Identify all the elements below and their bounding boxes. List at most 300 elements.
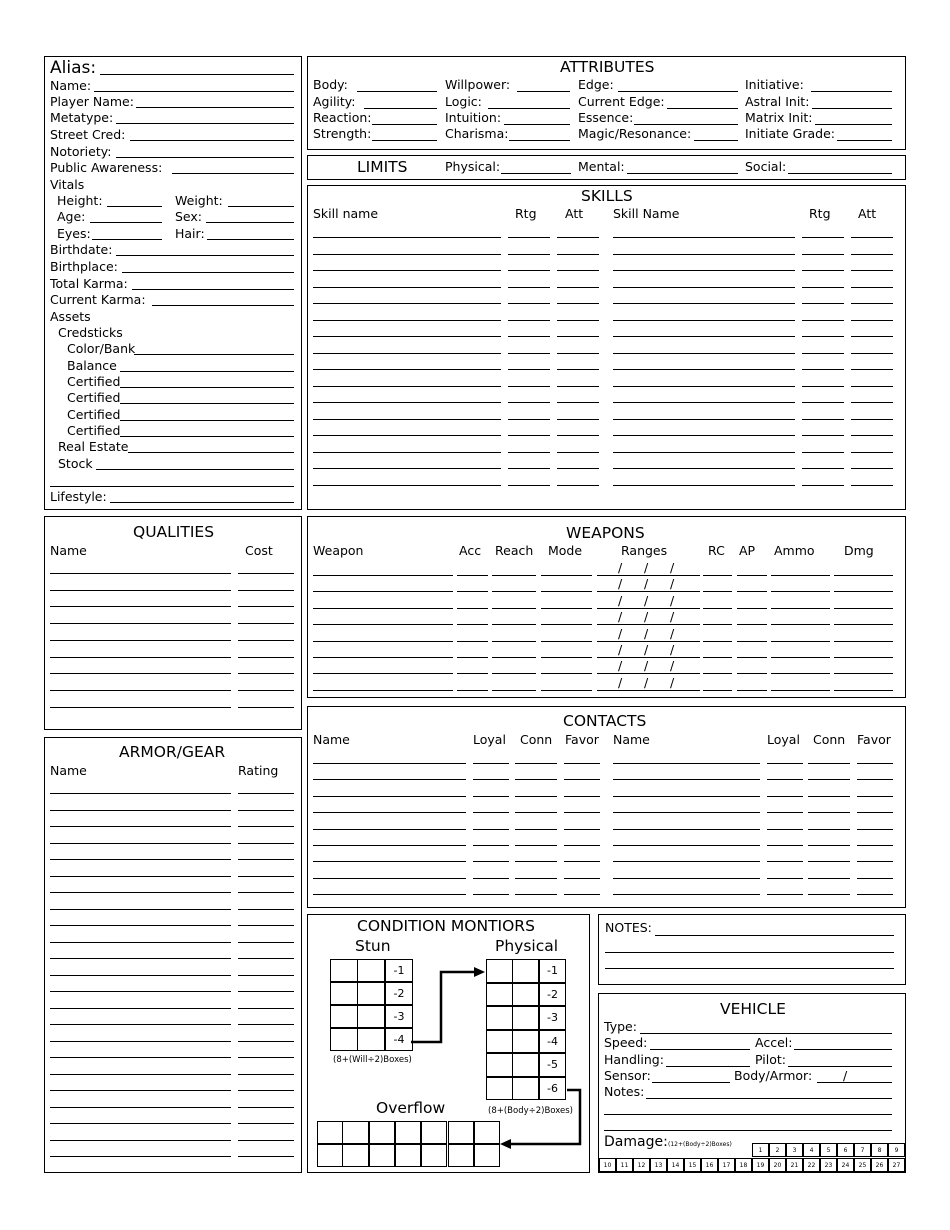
contact-entry-line[interactable]	[857, 878, 893, 879]
stock-field[interactable]	[96, 469, 294, 470]
quality-cost-line[interactable]	[238, 573, 294, 574]
skill-entry-line[interactable]	[802, 254, 844, 255]
skill-entry-line[interactable]	[851, 402, 893, 403]
contact-entry-line[interactable]	[515, 861, 557, 862]
damage-box[interactable]: 26	[871, 1158, 888, 1172]
contact-entry-line[interactable]	[313, 763, 466, 764]
certified-field[interactable]	[120, 403, 294, 404]
stun-box[interactable]: -2	[385, 982, 413, 1005]
attribute-field[interactable]	[504, 124, 570, 125]
weapon-entry-line[interactable]	[313, 608, 453, 609]
contact-entry-line[interactable]	[857, 763, 893, 764]
damage-box[interactable]: 16	[701, 1158, 718, 1172]
certified-field[interactable]	[120, 387, 294, 388]
weapon-entry-line[interactable]	[703, 575, 732, 576]
stun-box[interactable]	[330, 1005, 358, 1028]
skill-entry-line[interactable]	[557, 353, 599, 354]
skill-entry-line[interactable]	[851, 270, 893, 271]
weapon-entry-line[interactable]	[492, 690, 536, 691]
damage-box[interactable]: 22	[803, 1158, 820, 1172]
contact-entry-line[interactable]	[857, 845, 893, 846]
skill-entry-line[interactable]	[613, 303, 795, 304]
physical-box[interactable]	[486, 1053, 513, 1077]
skill-entry-line[interactable]	[613, 402, 795, 403]
quality-cost-line[interactable]	[238, 606, 294, 607]
skill-entry-line[interactable]	[802, 320, 844, 321]
weapon-entry-line[interactable]	[737, 641, 767, 642]
skill-entry-line[interactable]	[508, 254, 550, 255]
contact-entry-line[interactable]	[808, 796, 850, 797]
attribute-field[interactable]	[815, 124, 892, 125]
weapon-entry-line[interactable]	[313, 591, 453, 592]
skill-entry-line[interactable]	[851, 303, 893, 304]
gear-name-line[interactable]	[50, 876, 231, 877]
contact-entry-line[interactable]	[313, 845, 466, 846]
weapon-entry-line[interactable]	[541, 591, 592, 592]
weapon-entry-line[interactable]	[457, 657, 488, 658]
vehicle-body-armor-field[interactable]	[817, 1082, 892, 1083]
contact-entry-line[interactable]	[515, 812, 557, 813]
weapon-entry-line[interactable]	[737, 690, 767, 691]
attribute-field[interactable]	[372, 140, 437, 141]
damage-box[interactable]: 21	[786, 1158, 803, 1172]
public-awareness-field[interactable]	[172, 173, 294, 174]
damage-box[interactable]: 14	[667, 1158, 684, 1172]
skill-entry-line[interactable]	[557, 386, 599, 387]
skill-entry-line[interactable]	[851, 369, 893, 370]
weapon-ranges-line[interactable]	[597, 657, 700, 658]
contact-entry-line[interactable]	[613, 763, 760, 764]
vehicle-notes-field[interactable]	[646, 1098, 892, 1099]
stun-box[interactable]: -4	[385, 1028, 413, 1051]
weapon-entry-line[interactable]	[541, 690, 592, 691]
weapon-entry-line[interactable]	[771, 673, 830, 674]
physical-box[interactable]	[512, 959, 539, 983]
weapon-entry-line[interactable]	[457, 608, 488, 609]
stun-box[interactable]	[357, 1028, 385, 1051]
gear-name-line[interactable]	[50, 1024, 231, 1025]
gear-name-line[interactable]	[50, 793, 231, 794]
contact-entry-line[interactable]	[564, 829, 600, 830]
weapon-entry-line[interactable]	[492, 673, 536, 674]
gear-rating-line[interactable]	[238, 1041, 294, 1042]
contact-entry-line[interactable]	[473, 878, 509, 879]
gear-rating-line[interactable]	[238, 826, 294, 827]
vehicle-notes-field[interactable]	[604, 1130, 892, 1131]
skill-entry-line[interactable]	[613, 419, 795, 420]
skill-entry-line[interactable]	[313, 353, 501, 354]
damage-box[interactable]: 5	[820, 1143, 837, 1157]
skill-entry-line[interactable]	[851, 237, 893, 238]
contact-entry-line[interactable]	[767, 829, 803, 830]
lifestyle-field[interactable]	[110, 502, 294, 503]
weapon-entry-line[interactable]	[313, 641, 453, 642]
gear-name-line[interactable]	[50, 975, 231, 976]
gear-rating-line[interactable]	[238, 909, 294, 910]
contact-entry-line[interactable]	[808, 763, 850, 764]
quality-name-line[interactable]	[50, 640, 231, 641]
skill-entry-line[interactable]	[508, 452, 550, 453]
contact-entry-line[interactable]	[564, 894, 600, 895]
quality-name-line[interactable]	[50, 606, 231, 607]
weapon-entry-line[interactable]	[541, 608, 592, 609]
quality-cost-line[interactable]	[238, 707, 294, 708]
skill-entry-line[interactable]	[508, 485, 550, 486]
skill-entry-line[interactable]	[313, 336, 501, 337]
skill-entry-line[interactable]	[851, 435, 893, 436]
street-cred-field[interactable]	[130, 140, 294, 141]
contact-entry-line[interactable]	[473, 812, 509, 813]
contact-entry-line[interactable]	[857, 829, 893, 830]
weapon-entry-line[interactable]	[457, 624, 488, 625]
weapon-entry-line[interactable]	[737, 657, 767, 658]
skill-entry-line[interactable]	[557, 468, 599, 469]
damage-box[interactable]: 11	[616, 1158, 633, 1172]
weapon-entry-line[interactable]	[834, 591, 893, 592]
notes-line[interactable]	[655, 935, 894, 936]
weapon-entry-line[interactable]	[492, 657, 536, 658]
physical-box[interactable]	[486, 1077, 513, 1101]
skill-entry-line[interactable]	[802, 336, 844, 337]
skill-entry-line[interactable]	[508, 468, 550, 469]
skill-entry-line[interactable]	[557, 369, 599, 370]
weight-field[interactable]	[228, 206, 294, 207]
gear-name-line[interactable]	[50, 991, 231, 992]
gear-name-line[interactable]	[50, 826, 231, 827]
skill-entry-line[interactable]	[613, 386, 795, 387]
contact-entry-line[interactable]	[767, 796, 803, 797]
asset-extra-line[interactable]	[50, 486, 294, 487]
age-field[interactable]	[90, 222, 162, 223]
skill-entry-line[interactable]	[802, 485, 844, 486]
sex-field[interactable]	[206, 222, 294, 223]
vehicle-speed-field[interactable]	[650, 1049, 750, 1050]
notoriety-field[interactable]	[116, 157, 294, 158]
damage-box[interactable]: 4	[803, 1143, 820, 1157]
weapon-entry-line[interactable]	[703, 624, 732, 625]
contact-entry-line[interactable]	[473, 894, 509, 895]
skill-entry-line[interactable]	[508, 237, 550, 238]
real-estate-field[interactable]	[128, 452, 294, 453]
skill-entry-line[interactable]	[613, 353, 795, 354]
weapon-entry-line[interactable]	[737, 608, 767, 609]
gear-name-line[interactable]	[50, 1090, 231, 1091]
contact-entry-line[interactable]	[564, 779, 600, 780]
physical-box[interactable]: -2	[539, 983, 566, 1007]
skill-entry-line[interactable]	[802, 287, 844, 288]
physical-box[interactable]	[512, 1053, 539, 1077]
weapon-entry-line[interactable]	[771, 624, 830, 625]
color-bank-field[interactable]	[134, 354, 294, 355]
skill-entry-line[interactable]	[313, 435, 501, 436]
weapon-entry-line[interactable]	[703, 591, 732, 592]
skill-entry-line[interactable]	[802, 402, 844, 403]
skill-entry-line[interactable]	[508, 270, 550, 271]
contact-entry-line[interactable]	[767, 763, 803, 764]
physical-box[interactable]: -3	[539, 1006, 566, 1030]
skill-entry-line[interactable]	[313, 287, 501, 288]
weapon-entry-line[interactable]	[771, 608, 830, 609]
contact-entry-line[interactable]	[313, 894, 466, 895]
weapon-entry-line[interactable]	[313, 575, 453, 576]
skill-entry-line[interactable]	[851, 452, 893, 453]
weapon-entry-line[interactable]	[771, 657, 830, 658]
skill-entry-line[interactable]	[508, 303, 550, 304]
birthplace-field[interactable]	[122, 272, 294, 273]
gear-rating-line[interactable]	[238, 1140, 294, 1141]
overflow-box[interactable]	[369, 1121, 395, 1144]
damage-box[interactable]: 1	[752, 1143, 769, 1157]
hair-field[interactable]	[207, 239, 294, 240]
contact-entry-line[interactable]	[808, 894, 850, 895]
contact-entry-line[interactable]	[515, 796, 557, 797]
skill-entry-line[interactable]	[557, 435, 599, 436]
skill-entry-line[interactable]	[508, 353, 550, 354]
stun-box[interactable]	[357, 959, 385, 982]
weapon-ranges-line[interactable]	[597, 591, 700, 592]
overflow-box[interactable]	[474, 1121, 500, 1144]
contact-entry-line[interactable]	[857, 812, 893, 813]
contact-entry-line[interactable]	[808, 812, 850, 813]
weapon-entry-line[interactable]	[541, 673, 592, 674]
attribute-field[interactable]	[812, 108, 892, 109]
weapon-entry-line[interactable]	[492, 624, 536, 625]
gear-rating-line[interactable]	[238, 859, 294, 860]
damage-box[interactable]: 6	[837, 1143, 854, 1157]
physical-box[interactable]	[512, 1006, 539, 1030]
quality-cost-line[interactable]	[238, 623, 294, 624]
notes-line[interactable]	[605, 952, 894, 953]
overflow-box[interactable]	[474, 1144, 500, 1167]
limit-mental-field[interactable]	[627, 173, 738, 174]
gear-name-line[interactable]	[50, 958, 231, 959]
contact-entry-line[interactable]	[473, 779, 509, 780]
weapon-entry-line[interactable]	[737, 575, 767, 576]
physical-box[interactable]	[512, 983, 539, 1007]
weapon-entry-line[interactable]	[771, 690, 830, 691]
damage-box[interactable]: 23	[820, 1158, 837, 1172]
weapon-entry-line[interactable]	[834, 575, 893, 576]
skill-entry-line[interactable]	[802, 353, 844, 354]
weapon-entry-line[interactable]	[834, 641, 893, 642]
skill-entry-line[interactable]	[557, 485, 599, 486]
damage-box[interactable]: 2	[769, 1143, 786, 1157]
skill-entry-line[interactable]	[557, 452, 599, 453]
skill-entry-line[interactable]	[508, 435, 550, 436]
skill-entry-line[interactable]	[557, 303, 599, 304]
gear-rating-line[interactable]	[238, 810, 294, 811]
skill-entry-line[interactable]	[613, 468, 795, 469]
skill-entry-line[interactable]	[557, 419, 599, 420]
contact-entry-line[interactable]	[808, 779, 850, 780]
skill-entry-line[interactable]	[313, 485, 501, 486]
weapon-ranges-line[interactable]	[597, 673, 700, 674]
contact-entry-line[interactable]	[857, 796, 893, 797]
skill-entry-line[interactable]	[313, 402, 501, 403]
quality-name-line[interactable]	[50, 573, 231, 574]
skill-entry-line[interactable]	[313, 468, 501, 469]
height-field[interactable]	[107, 206, 162, 207]
weapon-entry-line[interactable]	[703, 657, 732, 658]
attribute-field[interactable]	[837, 140, 892, 141]
contact-entry-line[interactable]	[767, 812, 803, 813]
skill-entry-line[interactable]	[557, 254, 599, 255]
contact-entry-line[interactable]	[564, 861, 600, 862]
skill-entry-line[interactable]	[313, 452, 501, 453]
weapon-entry-line[interactable]	[313, 657, 453, 658]
skill-entry-line[interactable]	[851, 336, 893, 337]
contact-entry-line[interactable]	[613, 878, 760, 879]
damage-box[interactable]: 8	[871, 1143, 888, 1157]
overflow-box[interactable]	[342, 1121, 368, 1144]
total-karma-field[interactable]	[132, 289, 294, 290]
skill-entry-line[interactable]	[851, 386, 893, 387]
skill-entry-line[interactable]	[613, 336, 795, 337]
overflow-box[interactable]	[421, 1144, 447, 1167]
contact-entry-line[interactable]	[473, 796, 509, 797]
quality-cost-line[interactable]	[238, 673, 294, 674]
overflow-box[interactable]	[421, 1121, 447, 1144]
gear-name-line[interactable]	[50, 1140, 231, 1141]
skill-entry-line[interactable]	[613, 452, 795, 453]
gear-name-line[interactable]	[50, 1057, 231, 1058]
notes-line[interactable]	[605, 968, 894, 969]
contact-entry-line[interactable]	[473, 763, 509, 764]
contact-entry-line[interactable]	[767, 845, 803, 846]
damage-box[interactable]: 18	[735, 1158, 752, 1172]
current-karma-field[interactable]	[152, 305, 294, 306]
contact-entry-line[interactable]	[473, 829, 509, 830]
gear-rating-line[interactable]	[238, 975, 294, 976]
attribute-field[interactable]	[509, 140, 570, 141]
damage-box[interactable]: 3	[786, 1143, 803, 1157]
skill-entry-line[interactable]	[613, 287, 795, 288]
skill-entry-line[interactable]	[851, 485, 893, 486]
skill-entry-line[interactable]	[508, 419, 550, 420]
skill-entry-line[interactable]	[613, 369, 795, 370]
gear-rating-line[interactable]	[238, 843, 294, 844]
skill-entry-line[interactable]	[508, 402, 550, 403]
gear-rating-line[interactable]	[238, 1156, 294, 1157]
skill-entry-line[interactable]	[802, 435, 844, 436]
gear-rating-line[interactable]	[238, 876, 294, 877]
physical-box[interactable]	[486, 983, 513, 1007]
skill-entry-line[interactable]	[851, 419, 893, 420]
limit-social-field[interactable]	[788, 173, 892, 174]
gear-name-line[interactable]	[50, 925, 231, 926]
skill-entry-line[interactable]	[851, 254, 893, 255]
weapon-entry-line[interactable]	[313, 624, 453, 625]
gear-rating-line[interactable]	[238, 1008, 294, 1009]
skill-entry-line[interactable]	[802, 386, 844, 387]
weapon-entry-line[interactable]	[703, 673, 732, 674]
stun-box[interactable]	[330, 1028, 358, 1051]
skill-entry-line[interactable]	[313, 303, 501, 304]
weapon-entry-line[interactable]	[457, 673, 488, 674]
skill-entry-line[interactable]	[802, 303, 844, 304]
skill-entry-line[interactable]	[613, 237, 795, 238]
contact-entry-line[interactable]	[808, 829, 850, 830]
vehicle-accel-field[interactable]	[794, 1049, 892, 1050]
overflow-box[interactable]	[448, 1121, 474, 1144]
skill-entry-line[interactable]	[557, 237, 599, 238]
contact-entry-line[interactable]	[613, 796, 760, 797]
contact-entry-line[interactable]	[613, 829, 760, 830]
skill-entry-line[interactable]	[613, 435, 795, 436]
gear-name-line[interactable]	[50, 859, 231, 860]
gear-name-line[interactable]	[50, 1041, 231, 1042]
gear-name-line[interactable]	[50, 1008, 231, 1009]
gear-name-line[interactable]	[50, 1107, 231, 1108]
attribute-field[interactable]	[618, 91, 738, 92]
weapon-entry-line[interactable]	[834, 657, 893, 658]
stun-box[interactable]: -3	[385, 1005, 413, 1028]
damage-box[interactable]: 9	[888, 1143, 905, 1157]
weapon-entry-line[interactable]	[834, 673, 893, 674]
weapon-entry-line[interactable]	[492, 591, 536, 592]
physical-box[interactable]	[486, 959, 513, 983]
skill-entry-line[interactable]	[613, 254, 795, 255]
gear-rating-line[interactable]	[238, 925, 294, 926]
certified-field[interactable]	[120, 420, 294, 421]
quality-name-line[interactable]	[50, 623, 231, 624]
weapon-ranges-line[interactable]	[597, 575, 700, 576]
contact-entry-line[interactable]	[613, 779, 760, 780]
physical-box[interactable]: -5	[539, 1053, 566, 1077]
contact-entry-line[interactable]	[313, 829, 466, 830]
weapon-entry-line[interactable]	[834, 690, 893, 691]
attribute-field[interactable]	[667, 108, 738, 109]
contact-entry-line[interactable]	[515, 878, 557, 879]
skill-entry-line[interactable]	[508, 336, 550, 337]
skill-entry-line[interactable]	[851, 320, 893, 321]
damage-box[interactable]: 12	[633, 1158, 650, 1172]
damage-box[interactable]: 7	[854, 1143, 871, 1157]
contact-entry-line[interactable]	[808, 861, 850, 862]
damage-box[interactable]: 13	[650, 1158, 667, 1172]
skill-entry-line[interactable]	[508, 369, 550, 370]
weapon-ranges-line[interactable]	[597, 641, 700, 642]
overflow-box[interactable]	[342, 1144, 368, 1167]
skill-entry-line[interactable]	[802, 369, 844, 370]
vehicle-notes-field[interactable]	[604, 1114, 892, 1115]
weapon-ranges-line[interactable]	[597, 624, 700, 625]
weapon-entry-line[interactable]	[737, 591, 767, 592]
attribute-field[interactable]	[357, 91, 437, 92]
weapon-entry-line[interactable]	[457, 641, 488, 642]
overflow-box[interactable]	[395, 1121, 421, 1144]
skill-entry-line[interactable]	[313, 386, 501, 387]
contact-entry-line[interactable]	[564, 878, 600, 879]
attribute-field[interactable]	[488, 108, 570, 109]
gear-rating-line[interactable]	[238, 1090, 294, 1091]
gear-rating-line[interactable]	[238, 942, 294, 943]
overflow-box[interactable]	[317, 1144, 343, 1167]
contact-entry-line[interactable]	[313, 812, 466, 813]
gear-rating-line[interactable]	[238, 793, 294, 794]
skill-entry-line[interactable]	[313, 320, 501, 321]
damage-box[interactable]: 15	[684, 1158, 701, 1172]
physical-box[interactable]: -1	[539, 959, 566, 983]
gear-name-line[interactable]	[50, 892, 231, 893]
weapon-entry-line[interactable]	[492, 575, 536, 576]
contact-entry-line[interactable]	[564, 763, 600, 764]
damage-box[interactable]: 20	[769, 1158, 786, 1172]
overflow-box[interactable]	[395, 1144, 421, 1167]
overflow-box[interactable]	[317, 1121, 343, 1144]
quality-cost-line[interactable]	[238, 590, 294, 591]
gear-name-line[interactable]	[50, 1156, 231, 1157]
